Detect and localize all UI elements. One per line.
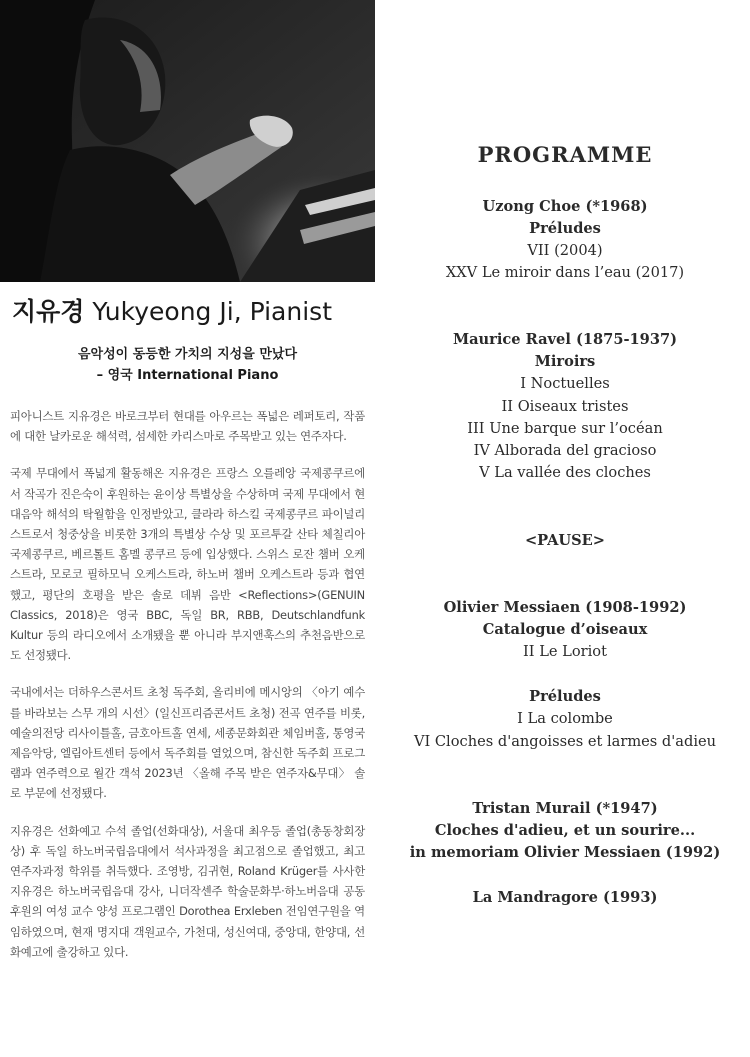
press-quote-source: – 영국 International Piano (96, 368, 279, 383)
press-quote (0, 344, 375, 386)
programme-movement: V La vallée des cloches (479, 464, 651, 481)
artist-name (12, 292, 372, 328)
bio-paragraph: 국제 무대에서 폭넓게 활동해온 지유경은 프랑스 오를레앙 국제콩쿠르에서 작곡가 진은숙이 후원하는 윤이상 특별상을 수상하며 국제 무대에서 현대음악 해석의 탁월함을 인정받았고, 클라라 하스킬 국제콩쿠르 파이널리스트로서 청중상을 비롯한 3개의 특별상 수상 및 포르투갈 산타 체칠리아 국제콩쿠르, 베르톨트 홈멜 콩쿠르 등에 입상했다. 스위스 로잔 챔버 오케스트라, 모로코 필하모닉 오케스트라, 하노버 챔버 오케스트라 등과 협연했고, 평단의 호평을 받은 솔로 데뷔 음반 <Reflections>(GENUIN Classics, 2018)은 영국 BBC, 독일 BR, RBB, Deutschlandfunk Kultur 등의 라디오에서 소개됐을 뿐 아니라 부지앤훅스의 추천음반으로도 선정됐다. (10, 466, 365, 663)
programme-movement: VI Cloches d'angoisses et larmes d'adieu (413, 733, 717, 750)
programme-movement: XXV Le miroir dans l’eau (2017) (445, 264, 685, 281)
programme-heading: PROGRAMME (477, 142, 653, 167)
artist-name-korean: 지유경 (12, 297, 85, 326)
pianist-portrait-icon (0, 0, 375, 282)
programme-work-title: Cloches d'adieu, et un sourire... (434, 822, 696, 839)
pianist-photo (0, 0, 375, 282)
programme-work-title: La Mandragore (1993) (472, 889, 658, 906)
programme-work-title: Miroirs (534, 353, 596, 370)
programme-work-subtitle: in memoriam Olivier Messiaen (1992) (409, 844, 721, 861)
programme-movement: IV Alborada del gracioso (473, 442, 657, 459)
programme-work-title: Catalogue d’oiseaux (482, 621, 648, 638)
programme-composer: Maurice Ravel (1875-1937) (452, 331, 678, 348)
programme-movement: I Noctuelles (520, 375, 610, 392)
biography (10, 406, 365, 979)
programme-movement: III Une barque sur l’océan (467, 420, 663, 437)
programme-work-title: Préludes (529, 220, 601, 237)
press-quote-text: 음악성이 동등한 가치의 지성을 만났다 (77, 347, 298, 362)
programme-movement: II Le Loriot (523, 643, 607, 660)
artist-name-english: Yukyeong Ji, Pianist (92, 297, 332, 326)
programme-movement: I La colombe (517, 710, 613, 727)
programme-composer: Olivier Messiaen (1908-1992) (443, 599, 687, 616)
bio-paragraph: 피아니스트 지유경은 바로크부터 현대를 아우르는 폭넓은 레퍼토리, 작품에 대한 날카로운 해석력, 섬세한 카리스마로 주목받고 있는 연주자다. (10, 409, 365, 444)
programme-composer: Uzong Choe (*1968) (482, 198, 648, 215)
programme-pause: <PAUSE> (524, 532, 606, 549)
programme-composer: Tristan Murail (*1947) (472, 800, 658, 817)
bio-paragraph: 지유경은 선화예고 수석 졸업(선화대상), 서울대 최우등 졸업(총동창회장상) 후 독일 하노버국립음대에서 석사과정을 최고점으로 졸업했고, 최고연주자과정 학위를 취득했다. 조영방, 김귀현, Roland Krüger를 사사한 지유경은 하노버국립음대 강사, 니더작센주 학술문화부·하노버음대 공동 후원의 여성 교수 양성 프로그램인 Dorothea Erxleben 전임연구원을 역임하였으며, 현재 명지대 객원교수, 가천대, 성신여대, 중앙대, 한양대, 선화예고에 출강하고 있다. (10, 823, 365, 959)
programme-work-title: Préludes (529, 688, 601, 705)
programme-movement: VII (2004) (527, 242, 603, 259)
programme-movement: II Oiseaux tristes (501, 398, 629, 415)
bio-paragraph: 국내에서는 더하우스콘서트 초청 독주회, 올리비에 메시앙의 〈아기 예수를 바라보는 스무 개의 시선〉(일신프리즘콘서트 초청) 전곡 연주를 비롯, 예술의전당 리사이틀홀, 금호아트홀 연세, 세종문화회관 체임버홀, 통영국제음악당, 엘림아트센터 등에서 독주회를 열었으며, 참신한 독주회 프로그램과 연주력으로 월간 객석 2023년 〈올해 주목 받은 연주자&무대〉 솔로 부문에 선정됐다. (10, 685, 365, 801)
